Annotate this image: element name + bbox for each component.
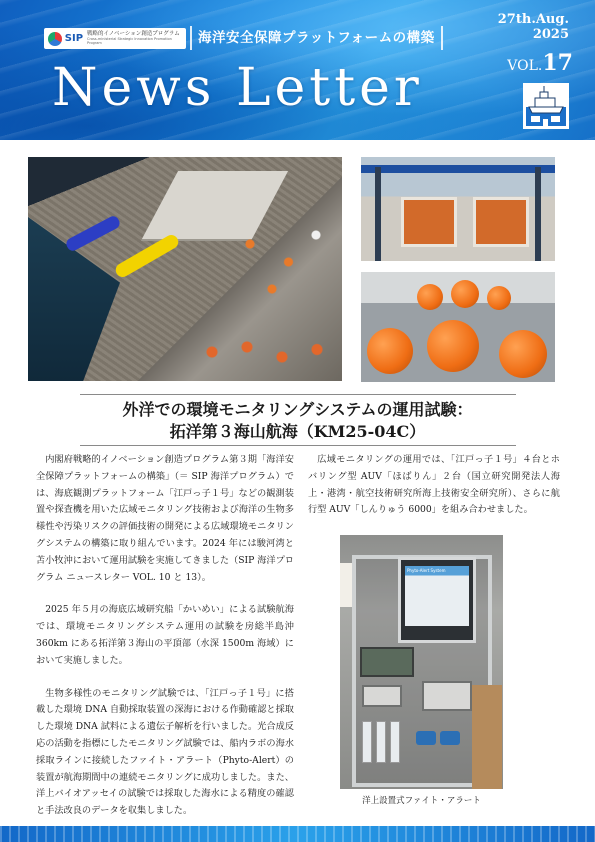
headline-rule-top bbox=[80, 394, 516, 395]
article-paragraph: 広域モニタリングの運用では、「江戸っ子１号」４台とホバリング型 AUV「ほばりん」２台（国立研究開発法人海上・港湾・航空技術研究所海上技術安全研究所）、さらに航行型 AUV「しんりゅう 6000」を組み合わせました。 bbox=[308, 454, 560, 516]
headline-line-2: 拓洋第３海山航海（KM25-04C） bbox=[169, 422, 426, 441]
crane-beam bbox=[361, 165, 555, 173]
sample-tube bbox=[376, 721, 386, 763]
issue-date-year: 2025 bbox=[532, 27, 569, 42]
float-sphere bbox=[499, 330, 547, 378]
phyto-alert-photo bbox=[340, 535, 503, 789]
orange-floats-photo bbox=[361, 272, 555, 382]
issue-date-day: 27th.Aug. bbox=[497, 12, 569, 27]
float-sphere bbox=[451, 280, 479, 308]
volume-label: VOL. bbox=[507, 58, 543, 74]
float-sphere bbox=[487, 286, 511, 310]
pump-unit bbox=[416, 731, 436, 745]
screen-label: Phyto-Alert System bbox=[407, 568, 446, 573]
headline-line-1: 外洋での環境モニタリングシステムの運用試験： bbox=[122, 400, 473, 419]
float-sphere bbox=[417, 284, 443, 310]
article-paragraph: 2025 年５月の海底広域研究船「かいめい」による試験航海では、環境モニタリングシステム運用の試験を房総半島沖 360km にある拓洋第３海山の平頂部（水深 1500m 海域）において実施しました。 bbox=[36, 604, 294, 666]
deck-floats bbox=[198, 327, 338, 377]
rov-vehicles-photo bbox=[361, 157, 555, 261]
sip-mark-icon bbox=[48, 32, 62, 46]
volume-number: 17 bbox=[542, 50, 573, 76]
frame-post bbox=[375, 167, 381, 261]
footer-band bbox=[0, 826, 595, 842]
yellow-auv-icon bbox=[113, 232, 181, 279]
sample-tube bbox=[362, 721, 372, 763]
instrument-box bbox=[362, 685, 402, 707]
issue-volume bbox=[507, 50, 573, 76]
sip-logo-text bbox=[87, 32, 186, 46]
deck-crew bbox=[228, 217, 338, 307]
article-paragraph: 内閣府戦略的イノベーション創造プログラム第３期「海洋安全保障プラットフォームの構築」（＝ SIP 海洋プログラム）では、海底観測プラットフォーム「江戸っ子１号」などの観測装置や探査機を用いた広域モニタリング技術および海洋の生物多様性や汚染リスクの評価技術の開発による広域環境モニタリングシステムの構築に取り組んでいます。2024 年には駿河湾と苫小牧沖において運用試験を実施してきました（SIP 海洋プログラム ニュースレター VOL. 10 と 13）。 bbox=[36, 454, 294, 583]
sip-program-en: Cross-ministerial Strategic Innovation Promotion Program bbox=[87, 37, 172, 45]
deck-overview-photo bbox=[28, 157, 342, 381]
photo-caption: 洋上設置式ファイト・アラート bbox=[362, 796, 481, 806]
vehicle-right bbox=[473, 197, 529, 247]
sip-logo bbox=[44, 28, 186, 49]
headline-rule-bottom bbox=[80, 445, 516, 446]
sip-program-jp: 戦略的イノベーション創造プログラム bbox=[87, 30, 180, 37]
program-title: 海洋安全保障プラットフォームの構築 bbox=[190, 26, 443, 50]
monitor-screen bbox=[405, 566, 469, 626]
article-column-left bbox=[36, 452, 294, 836]
article-paragraph: 生物多様性のモニタリング試験では、「江戸っ子１号」に搭載した環境 DNA 自動採取装置の深海における作動確認と採取した環境 DNA 試料による遺伝子解析を行いました。光合成反応の活動を指標にしたモニタリング試験では、船内ラボの海水採取ラインに接続したファイト・アラート（Phyto-Alert）の装置が航海期間中の連続モニタリングに成功しました。また、洋上バイオアッセイの試験では採取した海水による精度の確認と手法改良のデータを収集しました。 bbox=[36, 687, 294, 817]
float-sphere bbox=[367, 328, 413, 374]
float-sphere bbox=[427, 320, 479, 372]
article-column-right bbox=[308, 452, 560, 535]
header-banner bbox=[0, 0, 595, 140]
instrument-box bbox=[422, 681, 472, 711]
issue-date bbox=[498, 12, 569, 42]
pump-unit bbox=[440, 731, 460, 745]
newsletter-title: News Letter bbox=[52, 58, 423, 118]
sip-logo-mark: SIP bbox=[64, 33, 84, 44]
monitor bbox=[398, 557, 476, 643]
research-ship-emblem-icon bbox=[523, 83, 569, 129]
cardboard-box bbox=[472, 685, 502, 789]
cooler-unit bbox=[360, 647, 414, 677]
blue-auv-icon bbox=[64, 214, 121, 253]
vehicle-left bbox=[401, 197, 457, 247]
frame-post bbox=[535, 167, 541, 261]
sample-tube bbox=[390, 721, 400, 763]
